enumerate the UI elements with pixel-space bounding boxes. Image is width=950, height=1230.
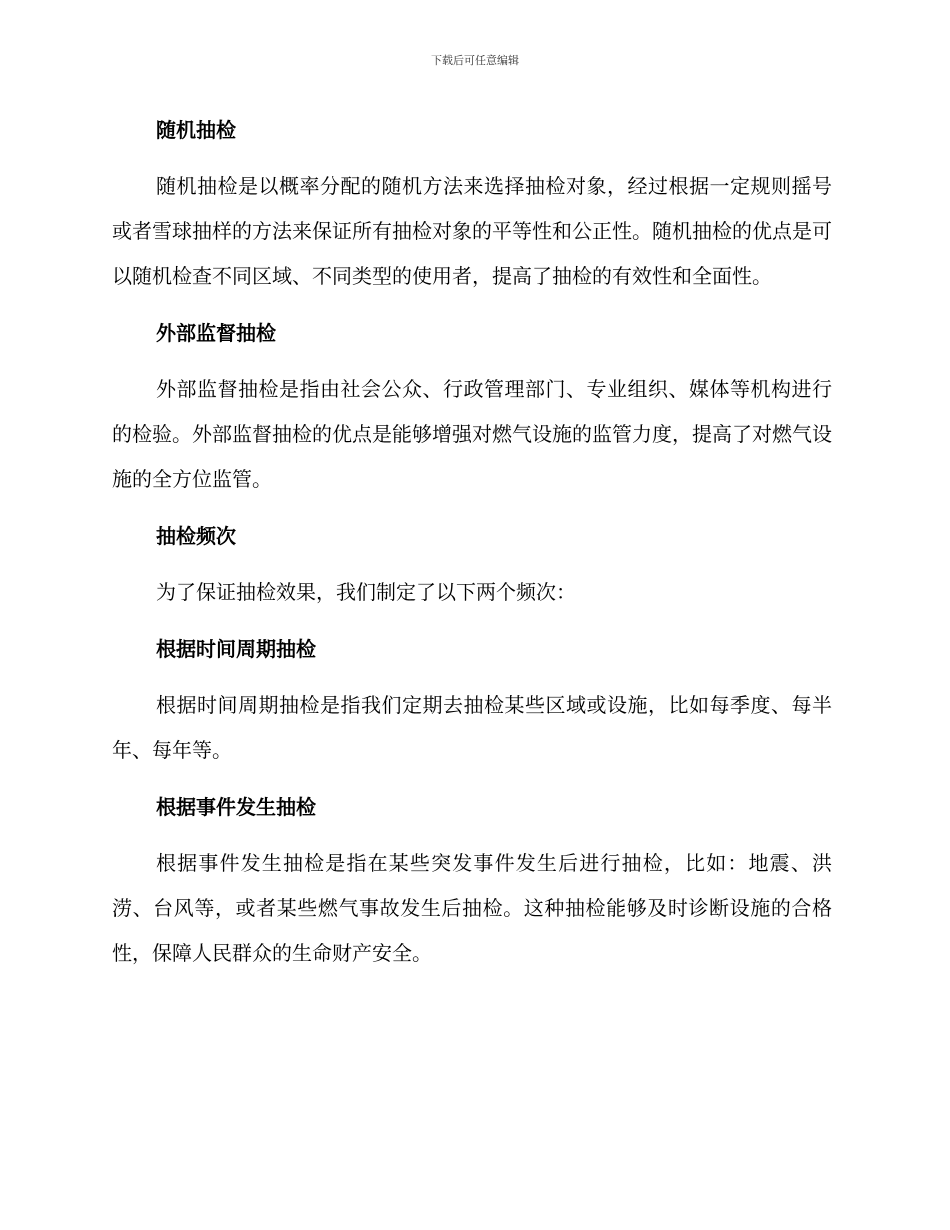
page-header: 下载后可任意编辑 — [431, 54, 519, 67]
section-heading: 抽检频次 — [156, 524, 236, 548]
section-paragraph: 为了保证抽检效果，我们制定了以下两个频次： — [156, 580, 576, 604]
document-body — [112, 110, 832, 976]
section-heading: 根据时间周期抽检 — [156, 637, 316, 661]
section-paragraph: 外部监督抽检是指由社会公众、行政管理部门、专业组织、媒体等机构进行的检验。外部监督抽检的优点是能够增强对燃气设施的监管力度，提高了对燃气设施的全方位监管。 — [112, 377, 832, 491]
section-random-inspection — [112, 110, 832, 313]
section-heading: 随机抽检 — [156, 118, 236, 142]
section-time-period-inspection — [112, 629, 832, 787]
section-external-supervision — [112, 313, 832, 516]
section-heading: 根据事件发生抽检 — [156, 795, 316, 819]
section-paragraph: 随机抽检是以概率分配的随机方法来选择抽检对象，经过根据一定规则摇号或者雪球抽样的方法来保证所有抽检对象的平等性和公正性。随机抽检的优点是可以随机检查不同区域、不同类型的使用者，提高了抽检的有效性和全面性。 — [112, 174, 832, 288]
section-event-triggered-inspection — [112, 787, 832, 976]
section-paragraph: 根据时间周期抽检是指我们定期去抽检某些区域或设施，比如每季度、每半年、每年等。 — [112, 693, 832, 762]
section-inspection-frequency — [112, 516, 832, 629]
section-paragraph: 根据事件发生抽检是指在某些突发事件发生后进行抽检，比如：地震、洪涝、台风等，或者某些燃气事故发生后抽检。这种抽检能够及时诊断设施的合格性，保障人民群众的生命财产安全。 — [112, 851, 832, 965]
section-heading: 外部监督抽检 — [156, 321, 276, 345]
